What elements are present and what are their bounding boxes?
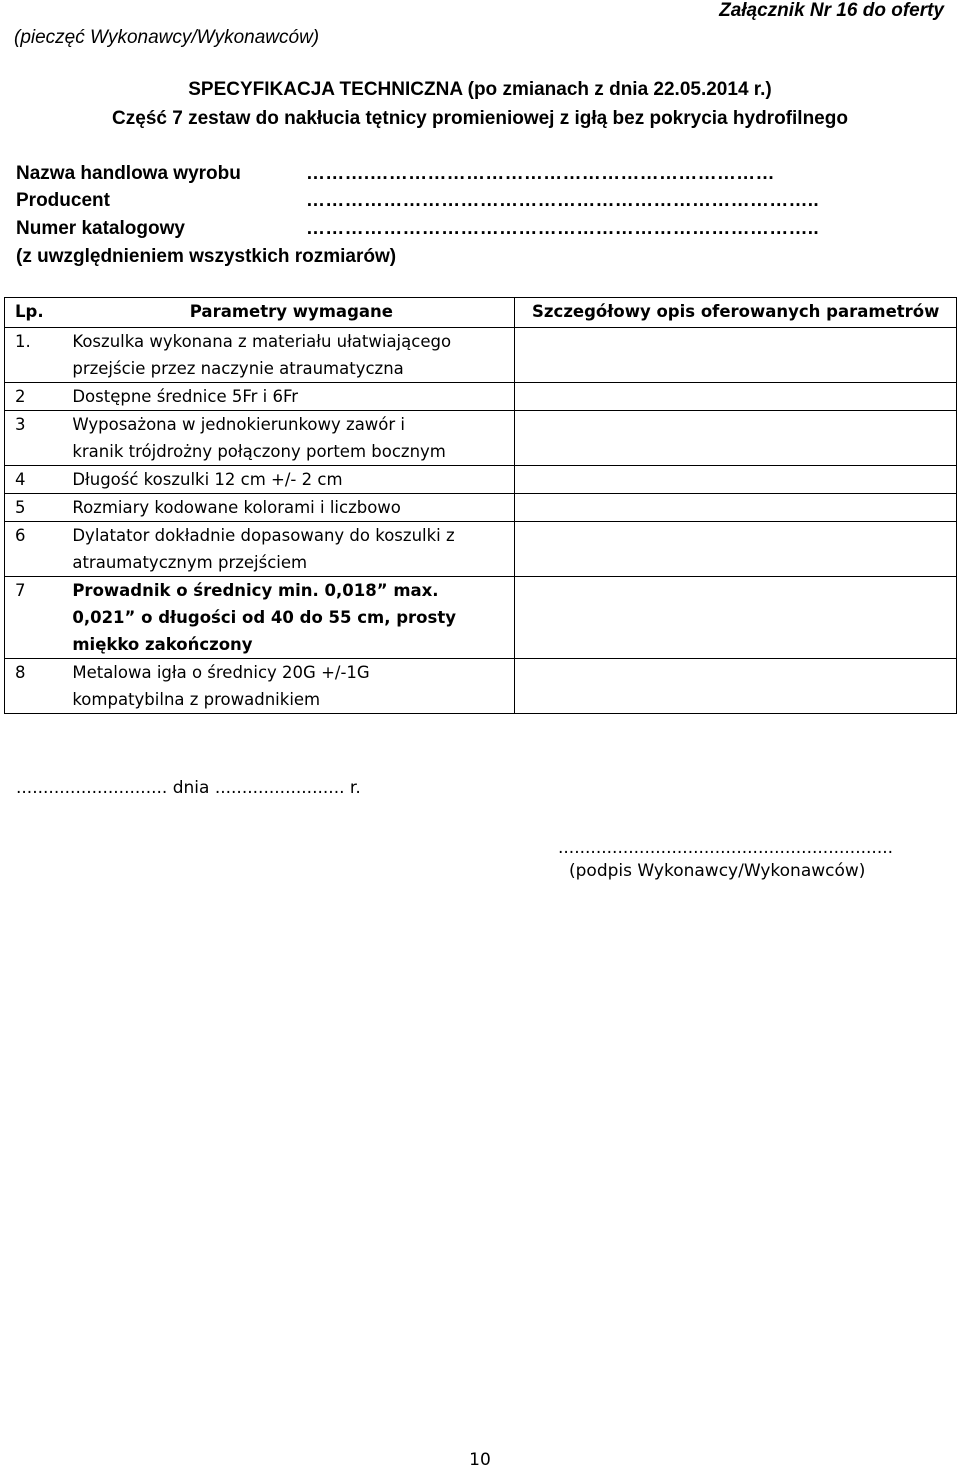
row-parameter [68,494,515,522]
row-parameter [68,328,515,383]
row-offered-description[interactable] [515,466,957,494]
field-label-catalog-number: Numer katalogowy [16,218,185,239]
parameter-line: kranik trójdrożny połączony portem bocznym [72,442,446,461]
row-parameter [68,577,515,659]
parameter-line: przejście przez naczynie atraumatyczna [72,359,404,378]
field-label-producer: Producent [16,190,110,211]
table-header-row [5,298,957,328]
parameter-line: atraumatycznym przejściem [72,553,308,572]
table-row [5,659,957,714]
row-number: 5 [5,494,69,522]
parameter-line: Dylatator dokładnie dopasowany do koszulki z [72,526,455,545]
field-dots-catalog-number[interactable]: …………………………………………………………………….. [306,218,819,239]
row-number: 4 [5,466,69,494]
parameter-line: 0,021” o długości od 40 do 55 cm, prosty [72,608,456,627]
parameter-line: Koszulka wykonana z materiału ułatwiającego [72,332,452,351]
row-number: 6 [5,522,69,577]
field-dots-producer[interactable]: …………………………………………………………………….. [306,190,819,211]
row-offered-description[interactable] [515,383,957,411]
document-title: SPECYFIKACJA TECHNICZNA (po zmianach z dnia 22.05.2014 r.) [188,79,772,100]
table-row [5,466,957,494]
seal-note: (pieczęć Wykonawcy/Wykonawców) [14,27,320,48]
row-offered-description[interactable] [515,577,957,659]
row-offered-description[interactable] [515,328,957,383]
date-line: ............................ dnia ........................ r. [16,778,361,798]
row-parameter [68,466,515,494]
header-description: Szczegółowy opis oferowanych parametrów [515,298,957,328]
row-number: 1. [5,328,69,383]
specification-table [4,297,957,714]
signature-line: .............................................................. [558,838,894,858]
table-row [5,522,957,577]
row-number: 7 [5,577,69,659]
row-offered-description[interactable] [515,659,957,714]
table-row [5,383,957,411]
table-row [5,411,957,466]
row-number: 8 [5,659,69,714]
row-parameter [68,659,515,714]
document-subtitle: Część 7 zestaw do nakłucia tętnicy promieniowej z igłą bez pokrycia hydrofilnego [112,108,848,129]
parameter-line: kompatybilna z prowadnikiem [72,690,321,709]
header-parameters: Parametry wymagane [68,298,515,328]
parameter-line: Metalowa igła o średnicy 20G +/-1G [72,663,370,682]
row-parameter [68,411,515,466]
header-lp: Lp. [5,298,69,328]
field-note-sizes: (z uwzględnieniem wszystkich rozmiarów) [16,246,397,267]
row-number: 3 [5,411,69,466]
parameter-line: miękko zakończony [72,635,253,654]
parameter-line: Wyposażona w jednokierunkowy zawór i [72,415,406,434]
table-row [5,494,957,522]
annex-label: Załącznik Nr 16 do oferty [719,0,944,21]
table-row [5,577,957,659]
parameter-line: Dostępne średnice 5Fr i 6Fr [72,387,299,406]
parameter-line: Rozmiary kodowane kolorami i liczbowo [72,498,401,517]
parameter-line: Długość koszulki 12 cm +/- 2 cm [72,470,343,489]
field-label-trade-name: Nazwa handlowa wyrobu [16,163,241,184]
page-number: 10 [469,1450,491,1470]
row-parameter [68,522,515,577]
row-parameter [68,383,515,411]
row-number: 2 [5,383,69,411]
field-dots-trade-name[interactable]: ……….……………………………………………………… [306,163,775,184]
row-offered-description[interactable] [515,411,957,466]
row-offered-description[interactable] [515,494,957,522]
signature-note: (podpis Wykonawcy/Wykonawców) [569,861,866,881]
parameter-line: Prowadnik o średnicy min. 0,018” max. [72,581,439,600]
table-row [5,328,957,383]
row-offered-description[interactable] [515,522,957,577]
